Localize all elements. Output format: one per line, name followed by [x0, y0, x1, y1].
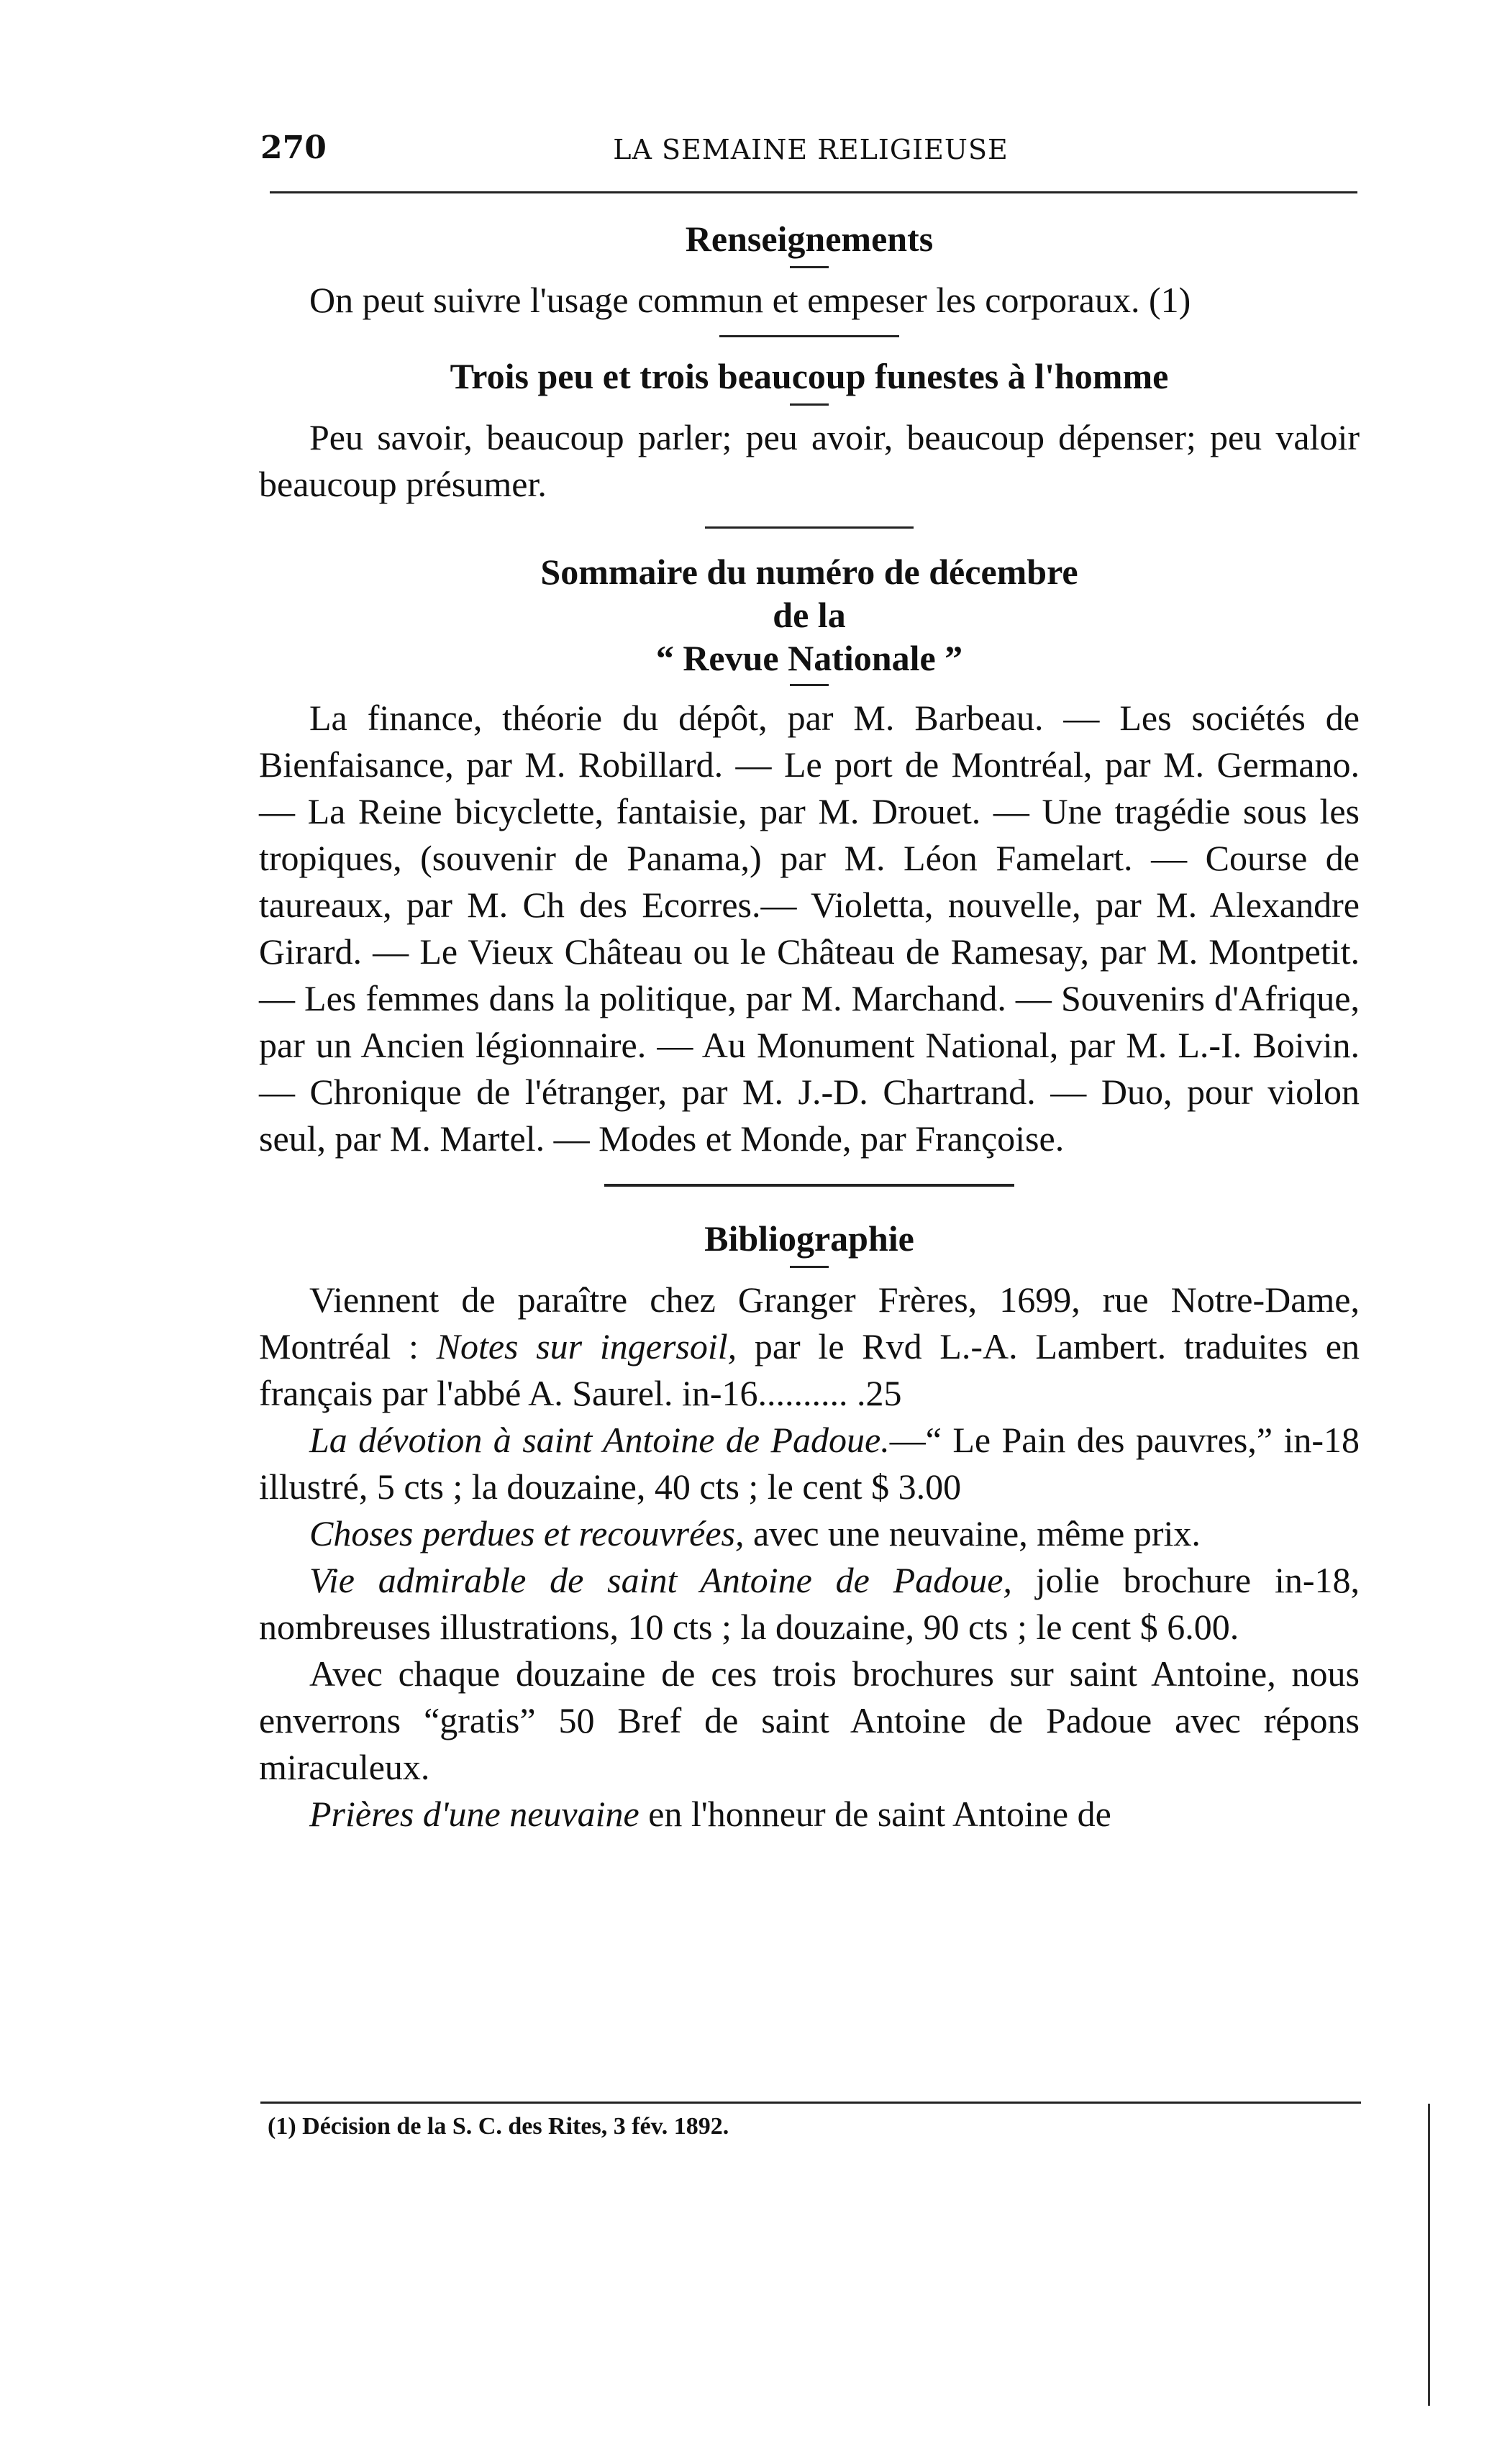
margin-line: [1428, 2104, 1430, 2406]
section-title: Bibliographie: [704, 1218, 914, 1259]
paragraph: [259, 1791, 1360, 1838]
section-title: Renseignements: [685, 219, 934, 259]
text-run: en l'honneur de saint Antoine de: [639, 1794, 1111, 1834]
italic-title: Notes sur ingersoil,: [436, 1326, 737, 1366]
section-renseignements: [259, 216, 1360, 324]
section-title: [259, 550, 1360, 680]
footnote: (1) Décision de la S. C. des Rites, 3 fév. 1892.: [268, 2113, 729, 2140]
divider: [604, 1184, 1014, 1187]
section-sommaire: [259, 550, 1360, 1162]
title-line: “ Revue Nationale ”: [655, 638, 963, 678]
paragraph: [259, 1510, 1360, 1557]
italic-title: Vie admirable de saint Antoine de Padoue,: [309, 1560, 1012, 1600]
divider: [790, 1266, 829, 1268]
title-line: Sommaire du numéro de décembre: [540, 552, 1078, 592]
page-number: 270: [260, 129, 327, 166]
italic-title: Choses perdues et recouvrées,: [309, 1513, 745, 1553]
italic-title: Prières d'une neuvaine: [309, 1794, 640, 1834]
paragraph: [259, 1557, 1360, 1651]
text-run: Viennent de paraître chez Granger Frères, 1699, rue Notre-Dame, Montréal :: [259, 1279, 1360, 1366]
paragraph: [259, 1417, 1360, 1510]
text-run: avec une neuvaine, même prix.: [744, 1513, 1201, 1553]
paragraph: Avec chaque douzaine de ces trois brochures sur saint Antoine, nous enverrons “gratis” 50 Bref de saint Antoine de Padoue avec répons miraculeux.: [259, 1653, 1360, 1787]
section-bibliographie: [259, 1215, 1360, 1838]
divider: [705, 526, 914, 529]
text-run: par le Rvd L.-A. Lambert. traduites en français par l'abbé A. Saurel. in-16.......... .25: [259, 1326, 1360, 1413]
paragraph: On peut suivre l'usage commun et empeser les corporaux. (1): [309, 280, 1191, 320]
text-run: jolie brochure in-18, nombreuses illustrations, 10 cts ; la douzaine, 90 cts ; le cent $ 6.00.: [259, 1560, 1360, 1647]
divider: [790, 403, 829, 406]
section-trois: [259, 353, 1360, 508]
header-rule: [270, 191, 1357, 193]
divider: [790, 266, 829, 268]
running-head: LA SEMAINE RELIGIEUSE: [613, 134, 1009, 165]
paragraph: [259, 1277, 1360, 1417]
page-header: [260, 129, 1361, 180]
paragraph: Peu savoir, beaucoup parler; peu avoir, beaucoup dépenser; peu valoir beaucoup présumer.: [259, 417, 1360, 504]
section-title: Trois peu et trois beaucoup funestes à l'homme: [450, 356, 1169, 396]
text-run: —“ Le Pain des pauvres,” in-18 illustré, 5 cts ; la douzaine, 40 cts ; le cent $ 3.00: [259, 1420, 1360, 1507]
title-line: de la: [773, 595, 846, 635]
main-column: [259, 216, 1360, 1838]
italic-title: La dévotion à saint Antoine de Padoue.: [309, 1420, 890, 1460]
divider: [719, 335, 899, 337]
footnote-rule: [260, 2102, 1361, 2104]
paragraph: La finance, théorie du dépôt, par M. Barbeau. — Les sociétés de Bienfaisance, par M. Robillard. — Le port de Montréal, par M. Germano. — La Reine bicyclette, fantaisie, par M. Drouet. — Une tragédie sous les tropiques, (souvenir de Panama,) par M. Léon Famelart. — Course de taureaux, par M. Ch des Ecorres.— Violetta, nouvelle, par M. Alexandre Girard. — Le Vieux Château ou le Château de Ramesay, par M. Montpetit. — Les femmes dans la politique, par M. Marchand. — Souvenirs d'Afrique, par un Ancien légionnaire. — Au Monument National, par M. L.-I. Boivin. — Chronique de l'étranger, par M. J.-D. Chartrand. — Duo, pour violon seul, par M. Martel. — Modes et Monde, par Françoise.: [259, 698, 1360, 1159]
divider: [790, 684, 829, 686]
